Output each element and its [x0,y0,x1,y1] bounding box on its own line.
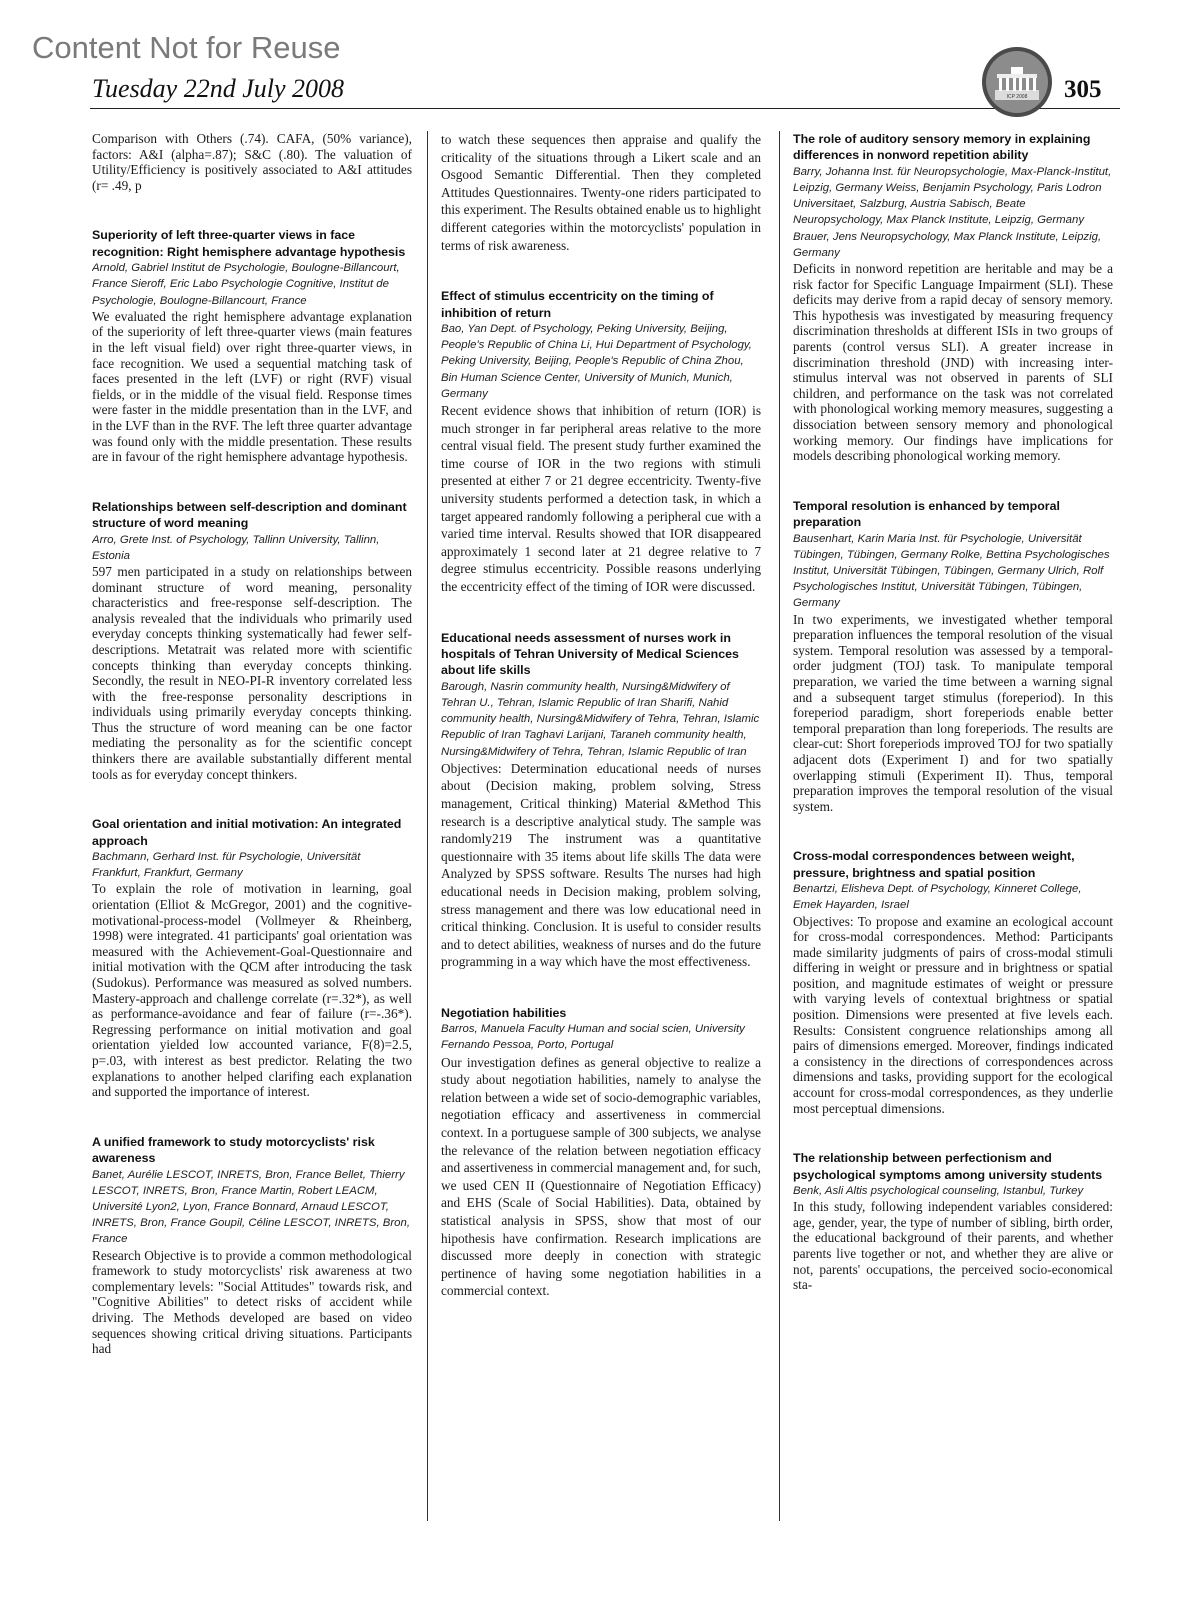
abstract-body: Objectives: To propose and examine an ecological account for cross-modal correspondences. Method: Participants made similarity judgments of pairs of cross-modal stimuli differing in weight or pressure and in brightness or spatial position, and magnitude estimates of weight or pressure with varying levels of contextual brightness or spatial position. Dimensions were presented at five levels each. Results: Consistent congruence relationships among all pairs of dimensions emerged. Moreover, findings indicated a consistency in the directions of correspondences across dimensions and tasks, providing support for the ecological account for cross-modal correspondences, as they underlie most perceptual dimensions. [793,913,1113,1116]
abstract-body: To explain the role of motivation in learning, goal orientation (Elliot & McGregor, 2001) and the cognitive-motivational-process-model (Vollmeyer & Rheinberg, 1998) were integrated. 41 participants' goal orientation was measured with the Achievement-Goal-Questionnaire and initial motivation with the QCM after introducing the task (Sudokus). Performance was measured as solved numbers. Mastery-approach and challenge correlate (r=.32*), as well as performance-avoidance and fear of failure (r=-.36*). Regressing performance on initial motivation and goal orientation yielded low accounted variance, F(8)=2.5, p=.03, with interest as best predictor. Relating the two explanations to another helped clarifing each explanation and supported the importance of interest. [92,881,412,1100]
column-left [92,131,412,1516]
abstract [793,848,1113,1116]
abstract-authors: Bachmann, Gerhard Inst. für Psychologie, Universität Frankfurt, Frankfurt, Germany [92,851,361,880]
abstract-body: Recent evidence shows that inhibition of return (IOR) is much stronger in far peripheral areas relative to the more central visual field. The present study further examined the time course of IOR in the two regions with stimuli presented at either 7 or 21 degree eccentricity. Twenty-five university students performed a detection task, in which a target appeared randomly following a peripheral cue with a varied time interval. Results showed that IOR disappeared approximately 1 second later at 21 degree relative to 7 degree stimulus eccentricity. Possible reasons underlying the eccentricity effect of the timing of IOR were discussed. [441,402,761,594]
continued-abstract [92,131,412,193]
abstract-title: A unified framework to study motorcyclists' risk awareness [92,1134,375,1166]
watermark: Content Not for Reuse [32,30,341,65]
abstract-authors: Bao, Yan Dept. of Psychology, Peking University, Beijing, People's Republic of China Li, Hui Department of Psychology, Peking University, Beijing, People's Republic of China Zhou, Bin Human Science Center, University of Munich, Munich, Germany [441,322,752,400]
abstract-body: Research Objective is to provide a common methodological framework to study motorcyclists' risk awareness at two complementary levels: "Social Attitudes" towards risk, and "Cognitive Abilities" to detect risks of accident while driving. The Methods developed are based on video sequences showing critical driving situations. Participants had [92,1247,412,1357]
abstract-body: Deficits in nonword repetition are heritable and may be a risk factor for Specific Language Impairment (SLI). These deficits may derive from a rapid decay of sensory memory. This hypothesis was investigated by measuring frequency discrimination thresholds at different ISIs in two groups of parents (control versus SLI). A greater increase in discrimination threshold (JND) with increasing inter-stimulus interval was not observed in parents of SLI children, and performance on the task was not correlated with phonological working memory measures, suggesting a dissociation between sensory memory and phonological working memory. Our findings have implications for models describing phonological working memory. [793,261,1113,464]
abstract-title: The relationship between perfectionism and psychological symptoms among university students [793,1151,1103,1182]
abstract [92,1134,412,1357]
logo-label: ICP 2008 [1006,94,1028,100]
column-divider [427,131,428,1521]
abstract-title: Temporal resolution is enhanced by temporal preparation [793,498,1060,530]
continued-abstract [441,131,761,254]
abstract-title: Relationships between self-description and dominant structure of word meaning [92,499,407,531]
abstract-title: Effect of stimulus eccentricity on the timing of inhibition of return [441,289,714,320]
abstract [92,816,412,1100]
abstract [793,498,1113,815]
abstract-body: Our investigation defines as general objective to realize a study about negotiation habilities, namely to analyse the relation between a wide set of socio-demographic variables, negotiation efficacy and assertiveness in commercial context. In a portuguese sample of 300 subjects, we analyse the relevance of the relation between negotiation efficacy and assertiveness in commercial management and, for such, we used CEN II (Questionnaire of Negotiation Efficacy) and EHS (Scale of Social Habilities). Data, obtained by statistical analysis in SPSS, show that most of our hipothesis have confirmation. Research implications are discussed more deeply in conection with strategic pertinence of having some negotiation habilities in a commercial context. [441,1054,761,1299]
abstract-authors: Barros, Manuela Faculty Human and social scien, University Fernando Pessoa, Porto, Portugal [441,1023,745,1052]
abstract-body: Objectives: Determination educational needs of nurses about (Decision making, problem solving, Stress management, Critical thinking) Material &Method This research is a descriptive analytical study. The sample was randomly219 The instrument was a quantitative questionnaire with 35 items about life skills The data were Analyzed by SPSS software. Results The nurses had high educational needs in Decision making, problem solving, stress management and there was low educational need in critical thinking. Conclusion. It is useful to consider results and to detect abilities, weakness of nurses and do the future programming in a way which have the most effectiveness. [441,760,761,970]
abstract [92,227,412,464]
abstract-authors: Barry, Johanna Inst. für Neuropsychologie, Max-Planck-Institut, Leipzig, Germany Weiss, Benjamin Psychology, Paris Lodron Universitaet, Salzburg, Austria Sabisch, Beate Neuropsychology, Max Planck Institute, Leipzig, Germany Brauer, Jens Neuropsychology, Max Planck Institute, Leipzig, Germany [793,165,1112,259]
header-rule [90,108,1120,109]
abstract-title: Educational needs assessment of nurses work in hospitals of Tehran University of Medical Sciences about life skills [441,630,739,678]
column-divider [779,131,780,1521]
abstract-authors: Arro, Grete Inst. of Psychology, Tallinn University, Tallinn, Estonia [92,533,380,562]
abstract-title: Goal orientation and initial motivation: An integrated approach [92,817,402,848]
abstract-title: The role of auditory sensory memory in explaining differences in nonword repetition ability [793,132,1091,163]
abstract [441,630,761,971]
abstract-authors: Arnold, Gabriel Institut de Psychologie, Boulogne-Billancourt, France Sieroff, Eric Labo Psychologie Cognitive, Institut de Psychologie, Boulogne-Billancourt, France [92,262,400,307]
page-number: 305 [1064,76,1102,103]
abstract-body: Comparison with Others (.74). CAFA, (50% variance), factors: A&I (alpha=.87); S&C (.80). The valuation of Utility/Efficiency is positively associated to A&I attitudes (r= .49, p [92,131,412,193]
abstract-body: to watch these sequences then appraise and qualify the criticality of the situations through a Likert scale and an Osgood Semantic Differential. Then they completed Attitudes Questionnaires. Twenty-one riders participated to this experiment. The Results obtained enable us to highlight different categories within the motorcyclists' population in terms of risk awareness. [441,132,761,253]
abstract-authors: Benk, Asli Altis psychological counseling, Istanbul, Turkey [793,1185,1084,1198]
abstract-title: Cross-modal correspondences between weight, pressure, brightness and spatial position [793,849,1075,880]
column-middle [441,131,761,1516]
abstract [793,131,1113,464]
abstract-authors: Bausenhart, Karin Maria Inst. für Psychologie, Universität Tübingen, Tübingen, Germany Rolke, Bettina Psychologisches Institut, Universität Tübingen, Tübingen, Germany Ulrich, Rolf Psychologisches Institut, Universität Tübingen, Tübingen, Germany [793,532,1110,610]
column-right [793,131,1113,1516]
abstract-title: Superiority of left three-quarter views in face recognition: Right hemisphere advantage hypothesis [92,228,406,259]
abstract-authors: Barough, Nasrin community health, Nursing&Midwifery of Tehran U., Tehran, Islamic Republic of Iran Sharifi, Nahid community health, Nursing&Midwifery of Tehra, Tehran, Islamic Republic of Iran Taghavi Larijani, Taraneh community health, Nursing&Midwifery of Tehra, Tehran, Islamic Republic of Iran [441,680,760,758]
abstract [441,1005,761,1300]
abstract-body: In this study, following independent variables considered: age, gender, year, the type of number of sibling, birth order, the educational background of their parents, and whether parents live together or not, and whether they are alive or not, parents' occupations, the perceived socio-economical sta- [793,1199,1113,1293]
abstract [92,499,412,783]
abstract-authors: Benartzi, Elisheva Dept. of Psychology, Kinneret College, Emek Hayarden, Israel [793,883,1082,912]
abstract-body: We evaluated the right hemisphere advantage explanation of the superiority of left three-quarter views (main features in the left visual field) over right three-quarter views, in face recognition. We used a sequential matching task of faces presented in the left (LVF) or right (RVF) visual fields, or in the middle of the visual field. Response times were faster in the middle presentation than in the LVF, and in the LVF than in the RVF. The left three quarter advantage was found only with the middle presentation. These results are in favour of the right hemisphere advantage hypothesis. [92,308,412,465]
abstract-authors: Banet, Aurélie LESCOT, INRETS, Bron, France Bellet, Thierry LESCOT, INRETS, Bron, France Martin, Robert LEACM, Université Lyon2, Lyon, France Bonnard, Arnaud LESCOT, INRETS, Bron, France Goupil, Céline LESCOT, INRETS, Bron, France [92,1168,410,1246]
running-head-date: Tuesday 22nd July 2008 [92,74,345,103]
abstract-body: 597 men participated in a study on relationships between dominant structure of word meaning, personality characteristics and free-response self-description. The analysis revealed that the individuals who primarily used everyday concepts thinking systematically had fewer self-descriptions. Metatrait was related more with scientific concepts thinking than everyday concepts thinking. Secondly, the result in NEO-PI-R inventory correlated less with the free-response personality descriptions in individuals using primarily everyday concepts thinking. Thus the structure of word meaning can be one factor mediating the personality as for the scientific concept thinkers there are available substantially different mental tools as for everyday concept thinkers. [92,563,412,782]
abstract [793,1150,1113,1293]
abstract [441,288,761,595]
conference-logo [981,46,1053,118]
abstract-body: In two experiments, we investigated whether temporal preparation influences the temporal resolution of the visual system. Temporal resolution was assessed by a temporal-order judgment (TOJ) task. To manipulate temporal preparation, we varied the time between a warning signal and a subsequent target stimulus (foreperiod). In this foreperiod paradigm, short foreperiods enable better temporal preparation than long foreperiods. The results are clear-cut: Short foreperiods improved TOJ for two spatially adjacent dots (Experiment I) and for two spatially overlapping stimuli (Experiment II). Thus, temporal preparation improves the temporal resolution of the visual system. [793,611,1113,814]
abstract-title: Negotiation habilities [441,1005,567,1020]
